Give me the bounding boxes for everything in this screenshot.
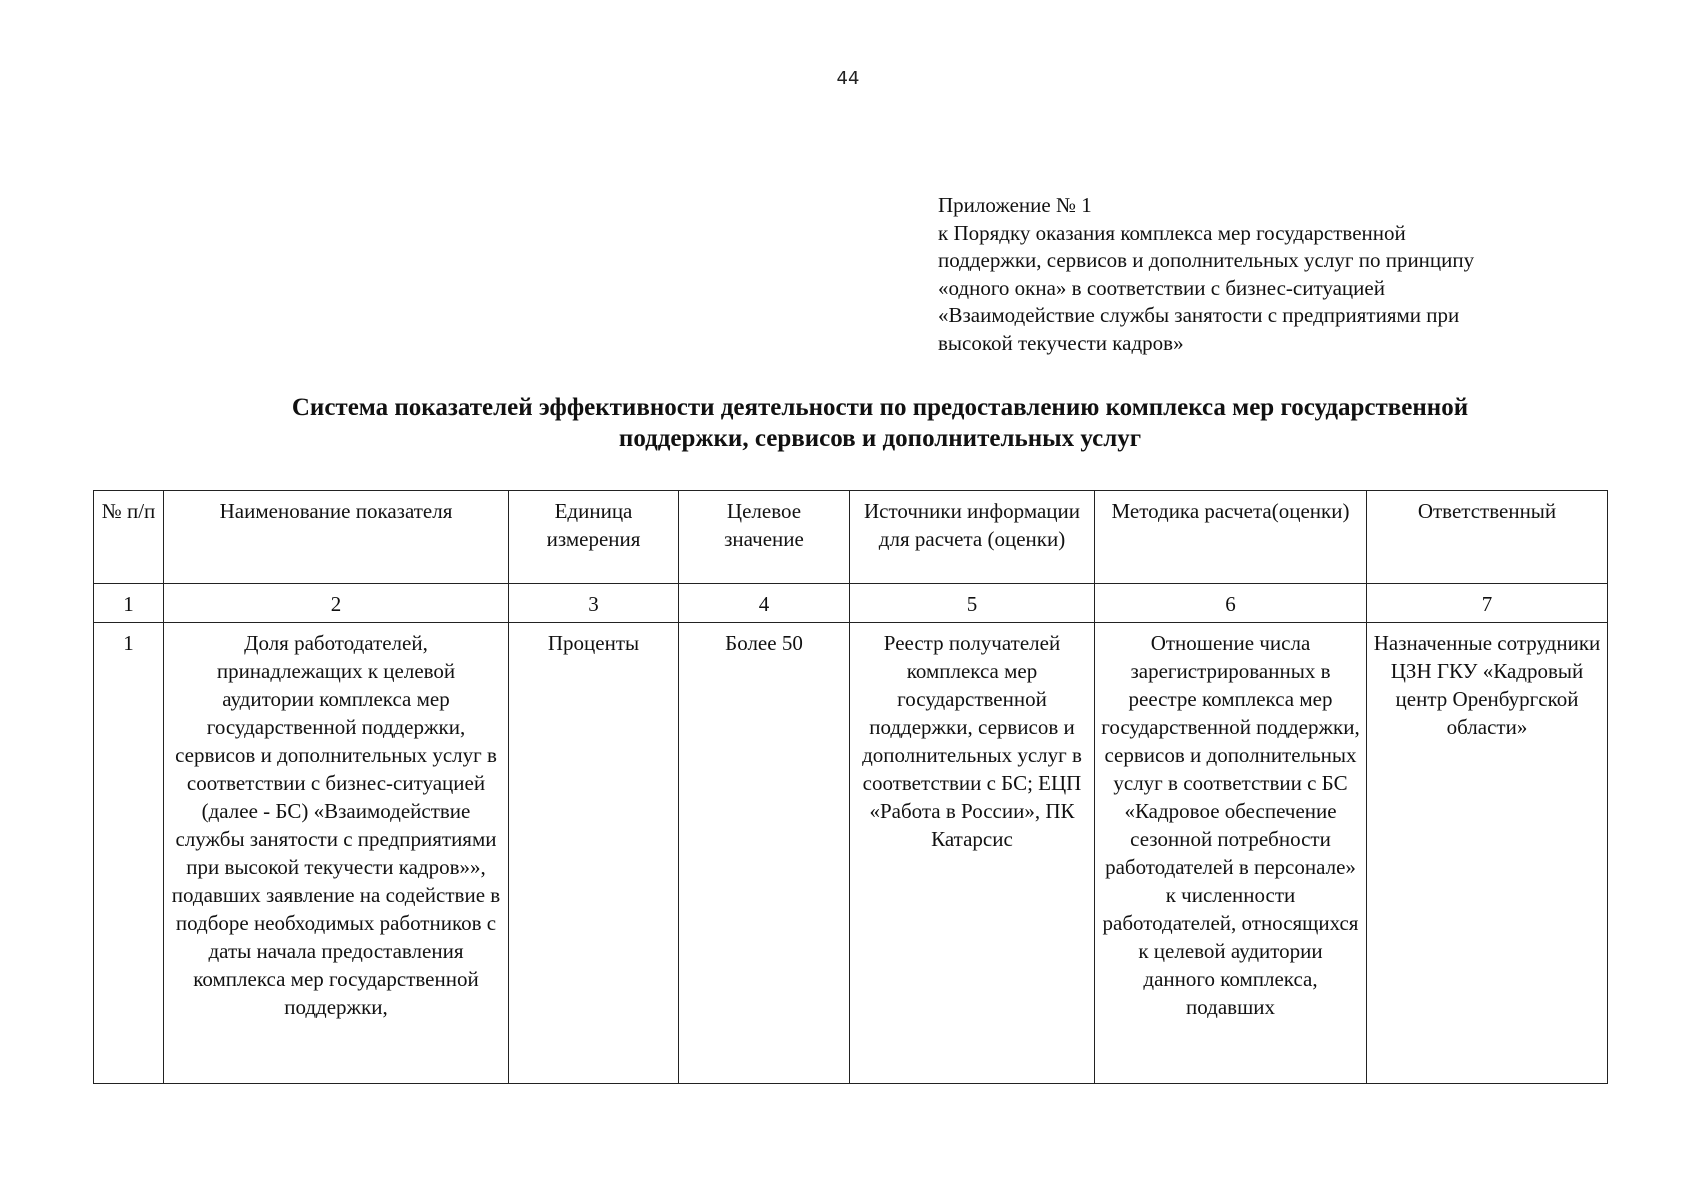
- column-number: 5: [850, 584, 1095, 623]
- cell-sources: Реестр получателей комплекса мер государственной поддержки, сервисов и дополнительных услуг в соответствии с БС; ЕЦП «Работа в России», ПК Катарсис: [850, 623, 1095, 1084]
- column-number: 2: [164, 584, 509, 623]
- appendix-line: высокой текучести кадров»: [938, 330, 1184, 355]
- cell-method: Отношение числа зарегистрированных в реестре комплекса мер государственной поддержки, сервисов и дополнительных услуг в соответствии с БС «Кадровое обеспечение сезонной потребности работодателей в персонале» к численности работодателей, относящихся к целевой аудитории данного комплекса, подавших: [1095, 623, 1367, 1084]
- column-number-row: [94, 584, 1608, 623]
- page-number: 44: [836, 68, 860, 89]
- title-line: Система показателей эффективности деятельности по предоставлению комплекса мер государственной: [291, 394, 1469, 421]
- appendix-line: «Взаимодействие службы занятости с предприятиями при: [938, 303, 1460, 327]
- column-number: 4: [679, 584, 850, 623]
- title-line: поддержки, сервисов и дополнительных услуг: [618, 425, 1142, 452]
- appendix-line: к Порядку оказания комплекса мер государственной: [938, 220, 1406, 245]
- cell-target: Более 50: [679, 623, 850, 1084]
- table-header-row: [94, 491, 1608, 584]
- header-cell-name: Наименование показателя: [164, 491, 509, 584]
- column-number: 1: [94, 584, 164, 623]
- appendix-note: [938, 192, 1638, 357]
- cell-unit: Проценты: [509, 623, 679, 1084]
- appendix-line: «одного окна» в соответствии с бизнес-ситуацией: [938, 275, 1385, 300]
- cell-indicator-name: Доля работодателей, принадлежащих к целевой аудитории комплекса мер государственной поддержки, сервисов и дополнительных услуг в соответствии с бизнес-ситуацией (далее - БС) «Взаимодействие службы занятости с предприятиями при высокой текучести кадров»», подавших заявление на содействие в подборе необходимых работников с даты начала предоставления комплекса мер государственной поддержки,: [164, 623, 509, 1084]
- indicators-table: [93, 490, 1608, 1084]
- column-number: 3: [509, 584, 679, 623]
- appendix-line: поддержки, сервисов и дополнительных услуг по принципу: [938, 248, 1475, 272]
- appendix-line: Приложение № 1: [938, 193, 1092, 217]
- cell-responsible: Назначенные сотрудники ЦЗН ГКУ «Кадровый центр Оренбургской области»: [1367, 623, 1608, 1084]
- header-cell-number: № п/п: [94, 491, 164, 584]
- column-number: 7: [1367, 584, 1608, 623]
- header-cell-method: Методика расчета(оценки): [1095, 491, 1367, 584]
- table-row: [94, 623, 1608, 1084]
- header-cell-unit: Единица измерения: [509, 491, 679, 584]
- cell-number: 1: [94, 623, 164, 1084]
- header-cell-responsible: Ответственный: [1367, 491, 1608, 584]
- document-title: [0, 392, 1696, 454]
- column-number: 6: [1095, 584, 1367, 623]
- header-cell-target: Целевое значение: [679, 491, 850, 584]
- header-cell-sources: Источники информации для расчета (оценки): [850, 491, 1095, 584]
